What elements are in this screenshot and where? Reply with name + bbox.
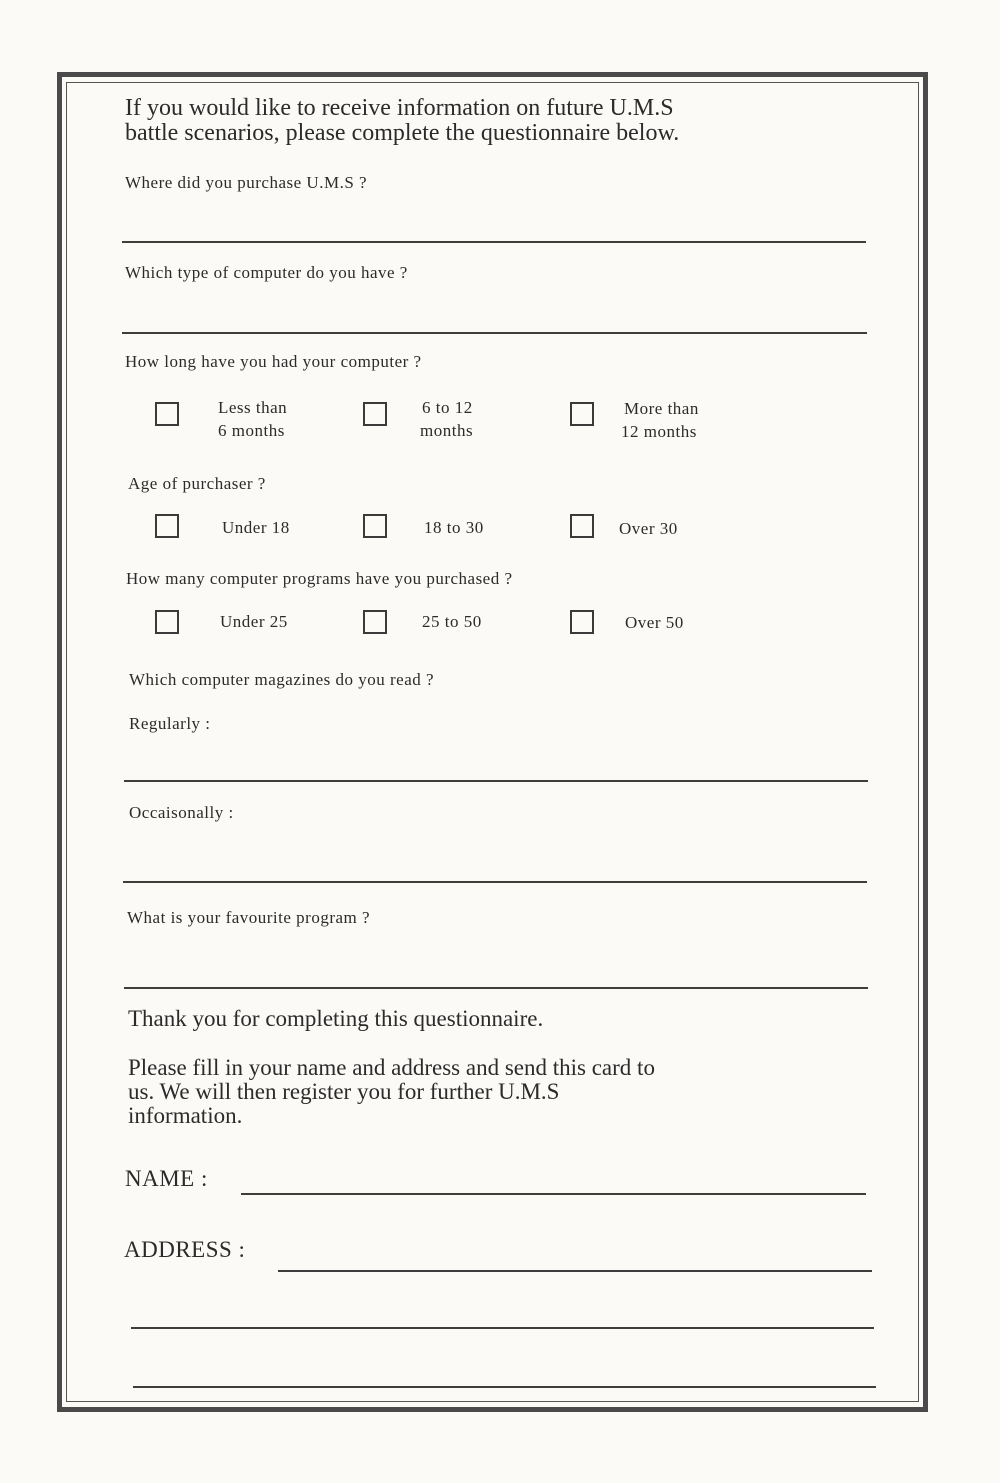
option-6-to-12-months-line1: 6 to 12	[422, 398, 473, 417]
checkbox-more-than-12-months[interactable]	[570, 402, 594, 426]
option-6-to-12-months	[420, 396, 473, 442]
address-label: ADDRESS :	[124, 1237, 246, 1262]
thanks-message: Thank you for completing this questionnaire.	[128, 1006, 544, 1031]
name-label: NAME :	[125, 1166, 208, 1191]
question-magazines: Which computer magazines do you read ?	[129, 670, 435, 689]
option-less-than-6-months	[218, 396, 287, 442]
address-answer-line-1[interactable]	[278, 1270, 872, 1272]
option-under-25: Under 25	[220, 612, 288, 631]
occasionally-answer-line[interactable]	[123, 881, 867, 883]
checkbox-25-to-50[interactable]	[363, 610, 387, 634]
option-6-to-12-months-line2: months	[420, 421, 474, 440]
checkbox-under-25[interactable]	[155, 610, 179, 634]
intro-line-1: If you would like to receive information on future U.M.S	[125, 95, 674, 121]
address-answer-line-3[interactable]	[133, 1386, 876, 1388]
option-more-than-12-months-line2: 12 months	[621, 422, 697, 441]
question-purchase-location: Where did you purchase U.M.S ?	[125, 173, 368, 192]
question-computer-type: Which type of computer do you have ?	[125, 263, 408, 282]
option-over-30: Over 30	[619, 519, 678, 538]
option-more-than-12-months-line1: More than	[624, 399, 699, 418]
option-less-than-6-months-line2: 6 months	[218, 421, 285, 440]
checkbox-over-50[interactable]	[570, 610, 594, 634]
checkbox-18-to-30[interactable]	[363, 514, 387, 538]
question-age: Age of purchaser ?	[128, 474, 266, 493]
instructions-line-2: us. We will then register you for further U.M.S	[128, 1079, 560, 1104]
address-answer-line-2[interactable]	[131, 1327, 874, 1329]
label-occasionally: Occaisonally :	[129, 803, 234, 822]
option-25-to-50: 25 to 50	[422, 612, 482, 631]
checkbox-less-than-6-months[interactable]	[155, 402, 179, 426]
option-less-than-6-months-line1: Less than	[218, 398, 288, 417]
favourite-program-answer-line[interactable]	[124, 987, 868, 989]
purchase-location-answer-line[interactable]	[122, 241, 866, 243]
regularly-answer-line[interactable]	[124, 780, 868, 782]
option-over-50: Over 50	[625, 613, 684, 632]
question-programs-purchased: How many computer programs have you purchased ?	[126, 569, 513, 588]
checkbox-under-18[interactable]	[155, 514, 179, 538]
instructions-line-3: information.	[128, 1103, 243, 1128]
intro-line-2: battle scenarios, please complete the questionnaire below.	[125, 120, 680, 146]
question-how-long: How long have you had your computer ?	[125, 352, 422, 371]
name-answer-line[interactable]	[241, 1193, 866, 1195]
option-more-than-12-months	[621, 397, 699, 443]
option-under-18: Under 18	[222, 518, 290, 537]
question-favourite-program: What is your favourite program ?	[127, 908, 371, 927]
checkbox-6-to-12-months[interactable]	[363, 402, 387, 426]
checkbox-over-30[interactable]	[570, 514, 594, 538]
option-18-to-30: 18 to 30	[424, 518, 484, 537]
instructions-line-1: Please fill in your name and address and send this card to	[128, 1055, 655, 1080]
label-regularly: Regularly :	[129, 714, 211, 733]
computer-type-answer-line[interactable]	[122, 332, 867, 334]
